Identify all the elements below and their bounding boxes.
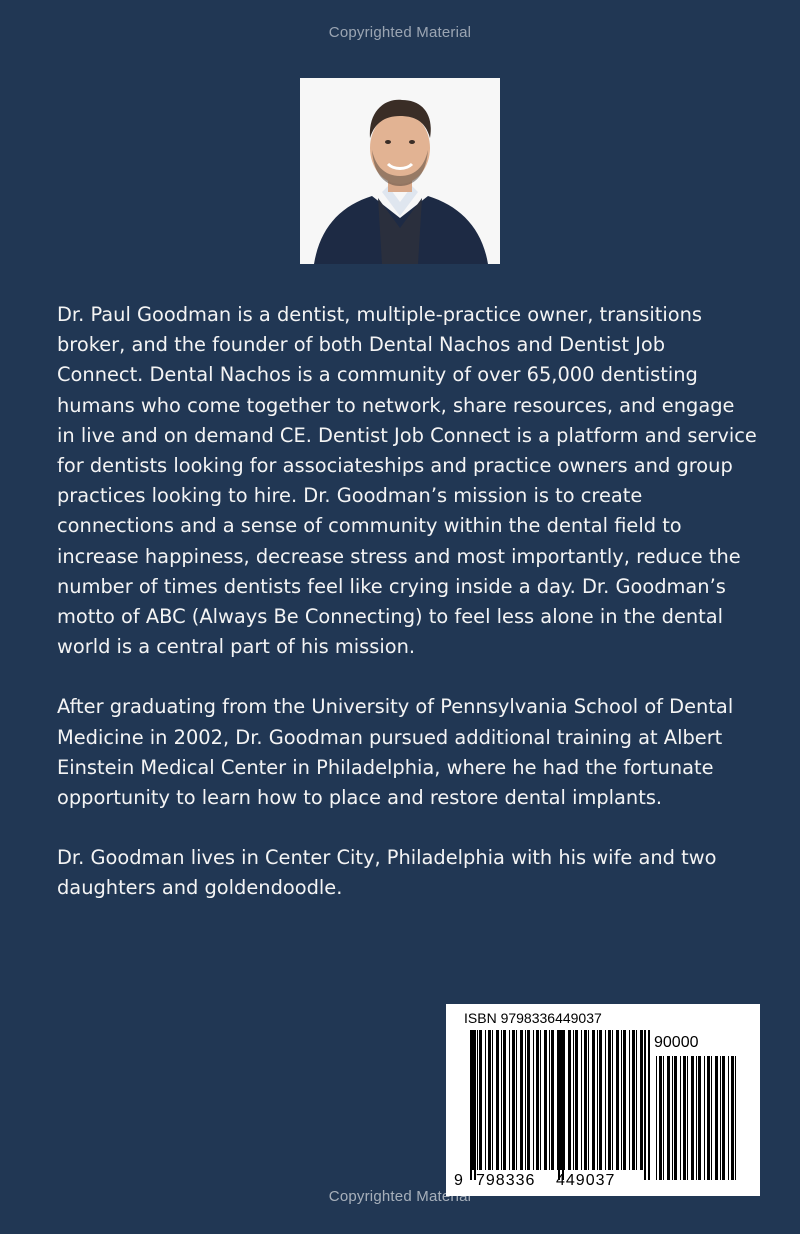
barcode-first-digit: 9: [454, 1172, 464, 1189]
barcode-left-digits: 798336: [476, 1172, 536, 1189]
author-photo: [300, 78, 500, 264]
isbn-barcode-box: [446, 1004, 760, 1196]
copyright-watermark-top: Copyrighted Material: [328, 24, 472, 41]
bio-paragraph-1: Dr. Paul Goodman is a dentist, multiple-practice owner, transitions broker, and the founder of both Dental Nachos and Dentist Job Connect. Dental Nachos is a community of over 65,000 dentisting humans who come together to network, share resources, and engage in live and on demand CE. Dentist Job Connect is a platform and service for dentists looking for associateships and practice owners and group practices looking to hire. Dr. Goodman’s mission is to create connections and a sense of community within the dental field to increase happiness, decrease stress and most importantly, reduce the number of times dentists feel like crying inside a day. Dr. Goodman’s motto of ABC (Always Be Connecting) to feel less alone in the dental world is a central part of his mission.: [57, 303, 757, 659]
bio-paragraph-3: Dr. Goodman lives in Center City, Philadelphia with his wife and two daughters and goldendoodle.: [57, 846, 717, 900]
author-bio: [57, 300, 757, 934]
barcode-right-digits: 449037: [556, 1172, 616, 1189]
author-portrait-icon: [300, 78, 500, 264]
copyright-watermark-bottom: Copyrighted Material: [328, 1188, 472, 1205]
barcode-icon: [446, 1004, 760, 1196]
bio-paragraph-2: After graduating from the University of Pennsylvania School of Dental Medicine in 2002, Dr. Goodman pursued additional training at Albert Einstein Medical Center in Philadelphia, where he had the fortunate opportunity to learn how to place and restore dental implants.: [57, 695, 734, 810]
price-code: 90000: [654, 1034, 699, 1051]
isbn-label: ISBN 9798336449037: [464, 1010, 602, 1026]
